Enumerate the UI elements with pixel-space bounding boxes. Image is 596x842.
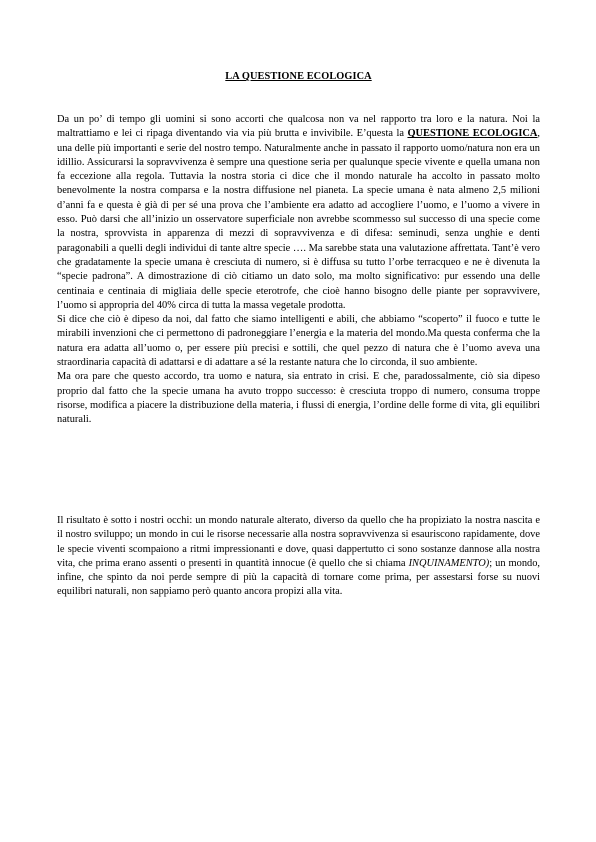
paragraph-4-text-b: ; un mondo, infine, che spinto da noi perde sempre di più la capacità di tornare come prima, per assestarsi forse su nuovi equilibri naturali, non sappiamo però quanto ancora propizi alla vita. [57, 557, 541, 598]
keyword-inquinamento: INQUINAMENTO) [408, 557, 490, 569]
paragraph-1-text-b: , una delle più importanti e serie del nostro tempo. Naturalmente anche in passato il rapporto uomo/natura non era un idillio. Assicurarsi la sopravvivenza è sempre una questione seria per qualunque specie vivente e quella umana non fa eccezione alla regola. Tuttavia la nostra storia ci dice che il mondo naturale ha accolto in passato molto benevolmente la nostra comparsa e la nostra diffusione nel pianeta. La specie umana è nata almeno 2,5 milioni d’anni fa e questa è già di per sé una prova che l’ambiente era adatto ad accogliere l’uomo, e l’uomo a vivere in esso. Può darsi che all’inizio un osservatore superficiale non avrebbe scommesso sul successo di una specie come la nostra, sprovvista in apparenza di mezzi di sopravvivenza e di difesa: seminudi, senza unghie e denti paragonabili a quelli degli individui di tante altre specie …. Ma sarebbe stata una valutazione affrettata. Tant’è vero che gradatamente la specie umana è cresciuta di numero, si è diffusa su tutto l’orbe terracqueo e ne è divenuta la “specie padrona”. A dimostrazione di ciò citiamo un dato solo, ma molto significativo: pur essendo una delle centinaia e centinaia di migliaia delle specie eterotrofe, che cioè hanno bisogno delle piante per sopravvivere, l’uomo si appropria del 40% circa di tutta la massa vegetale prodotta. [57, 128, 541, 311]
paragraph-4 [57, 514, 540, 600]
conclusion-text-block [57, 514, 540, 600]
paragraph-1-text-a: Da un po’ di tempo gli uomini si sono accorti che qualcosa non va nel rapporto tra loro e la natura. Noi la maltrattiamo e lei ci ripaga diventando via via più brutta e invivibile. E’questa la [57, 114, 540, 140]
paragraph-2: Si dice che ciò è dipeso da noi, dal fatto che siamo intelligenti e abili, che abbiamo “scoperto” il fuoco e tutte le mirabili invenzioni che ci permettono di padroneggiare l’energia e la materia del mondo.Ma questa conferma che la natura era adatta all’uomo o, per essere più precisi e sottili, che quel pezzo di natura che è l’uomo aveva una straordinaria capacità di adattarsi e di adattare a sé la restante natura che lo circonda, il suo ambiente. [57, 314, 540, 369]
paragraph-4-text-a: Il risultato è sotto i nostri occhi: un mondo naturale alterato, diverso da quello che ha propiziato la nostra nascita e il nostro sviluppo; un mondo in cui le risorse necessarie alla nostra sopravvivenza si esauriscono rapidamente, dove le specie viventi scompaiono a ritmi impressionanti e dove, quasi dappertutto ci sono sostanze dannose alla nostra vita, che prima erano assenti o presenti in quantità innocue (è quello che si chiama [57, 515, 540, 569]
document-title: LA QUESTIONE ECOLOGICA [225, 71, 372, 82]
body-text-block [57, 113, 540, 428]
paragraph-3: Ma ora pare che questo accordo, tra uomo e natura, sia entrato in crisi. E che, paradossalmente, ciò sia dipeso proprio dal fatto che la specie umana ha avuto troppo successo: è cresciuta troppo di numero, consuma troppe risorse, modifica a piacere la distribuzione della materia, i flussi di energia, l’ordine delle forme di vita, gli equilibri naturali. [57, 371, 540, 426]
paragraph-1 [57, 113, 540, 313]
keyword-questione-ecologica: QUESTIONE ECOLOGICA [407, 128, 538, 140]
